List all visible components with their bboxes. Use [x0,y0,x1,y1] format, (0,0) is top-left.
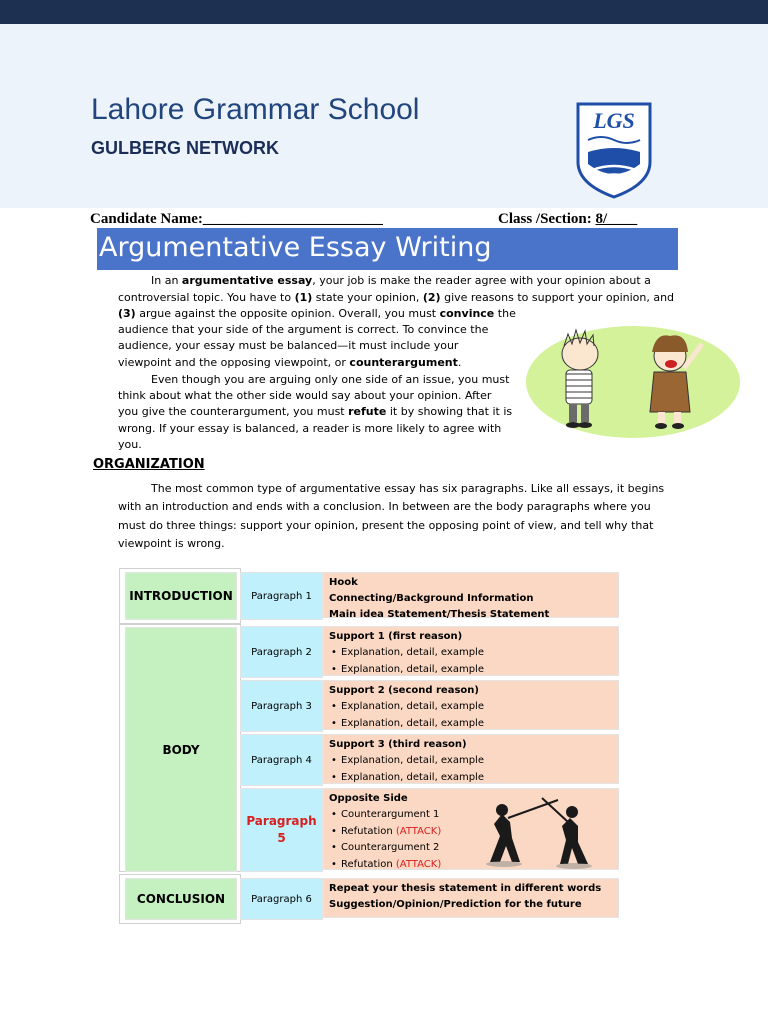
paragraph-2-content [323,626,619,676]
page-title: Argumentative Essay Writing [99,232,492,263]
intro-line: audience that your side of the argument is correct. To convince the [118,323,489,336]
paragraph-6-label: Paragraph 6 [240,878,323,920]
intro-line: wrong. If your essay is balanced, a reader is more likely to agree with [118,422,502,435]
intro-line: (3) argue against the opposite opinion. Overall, you must convince the [118,307,516,320]
organization-heading: ORGANIZATION [93,457,205,472]
class-section-field[interactable]: Class /Section: 8/____ [498,211,638,227]
support-1-heading: Support 1 (first reason) [329,631,463,642]
background-text: Connecting/Background Information [329,593,534,604]
intro-line: you give the counterargument, you must refute it by showing that it is [118,405,513,418]
list-item: • Explanation, detail, example [329,699,618,716]
section-body: BODY [125,627,237,872]
organization-line: viewpoint is wrong. [118,537,225,550]
paragraph-3-content [323,680,619,730]
paragraph-4-content [323,734,619,784]
organization-line: with an introduction and ends with a conclusion. In between are the body paragraphs where you [118,500,651,513]
support-2-heading: Support 2 (second reason) [329,685,479,696]
paragraph-6-content [323,878,619,918]
arguing-kids-illustration [524,316,742,440]
paragraph-1-label: Paragraph 1 [240,572,323,620]
list-item: • Refutation (ATTACK) [329,824,618,841]
intro-line: Even though you are arguing only one side of an issue, you must [151,373,510,386]
paragraph-1-content [323,572,619,618]
list-item: • Explanation, detail, example [329,753,618,770]
list-item: • Refutation (ATTACK) [329,857,618,874]
school-logo [574,100,654,200]
candidate-name-field[interactable]: Candidate Name:________________________ [90,211,383,227]
paragraph-4-label: Paragraph 4 [240,734,323,786]
hook-text: Hook [329,577,358,588]
opposite-side-heading: Opposite Side [329,793,408,804]
fencers-illustration [472,792,602,870]
list-item: • Explanation, detail, example [329,770,618,787]
svg-text:LGS: LGS [593,108,635,133]
list-item: • Counterargument 1 [329,807,618,824]
paragraph-3-label: Paragraph 3 [240,680,323,732]
intro-line: controversial topic. You have to (1) state your opinion, (2) give reasons to support your opinion, and [118,291,675,304]
organization-line: The most common type of argumentative essay has six paragraphs. Like all essays, it begins [151,482,665,495]
section-conclusion: CONCLUSION [125,878,237,920]
suggestion-text: Suggestion/Opinion/Prediction for the future [329,899,582,910]
intro-line: In an argumentative essay, your job is make the reader agree with your opinion about a [151,274,651,287]
paragraph-2-label: Paragraph 2 [240,626,323,678]
restate-thesis-text: Repeat your thesis statement in different words [329,883,602,894]
organization-line: must do three things: support your opinion, present the opposing point of view, and tell why that [118,519,654,532]
intro-line: think about what the other side would say about your opinion. After [118,389,492,402]
support-3-heading: Support 3 (third reason) [329,739,467,750]
list-item: • Counterargument 2 [329,840,618,857]
intro-line: you. [118,438,142,451]
intro-line: audience, your essay must be balanced—it must include your [118,339,459,352]
network-name: GULBERG NETWORK [91,138,279,158]
school-name: Lahore Grammar School [91,93,420,126]
top-bar [0,0,768,24]
intro-line: viewpoint and the opposing viewpoint, or counterargument. [118,356,462,369]
list-item: • Explanation, detail, example [329,662,618,679]
thesis-text: Main idea Statement/Thesis Statement [329,609,550,620]
list-item: • Explanation, detail, example [329,645,618,662]
section-introduction: INTRODUCTION [125,572,237,620]
list-item: • Explanation, detail, example [329,716,618,733]
paragraph-5-label: Paragraph 5 [240,788,323,872]
